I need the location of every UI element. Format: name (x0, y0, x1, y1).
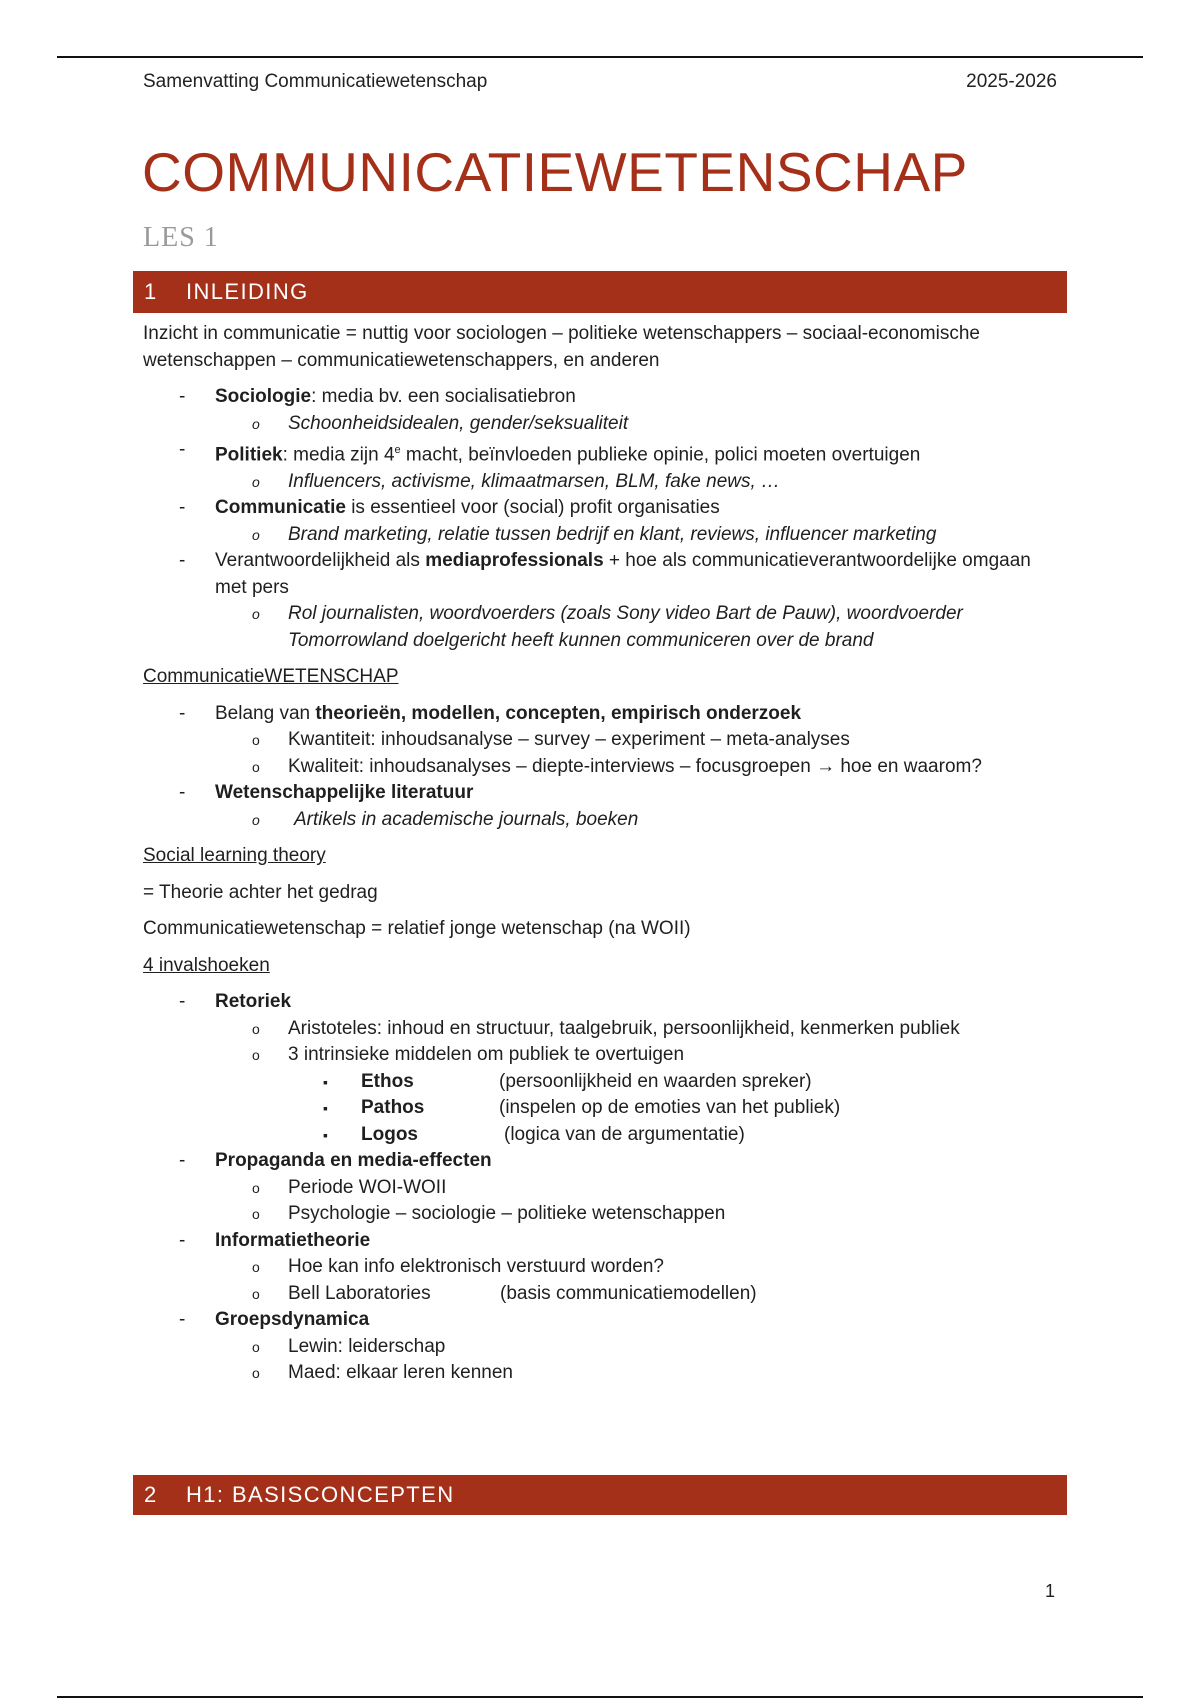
dash-marker: - (179, 1229, 186, 1251)
term: Ethos (361, 1070, 414, 1092)
circle-marker: o (252, 758, 260, 775)
footer-rule (57, 1696, 1143, 1698)
term: Propaganda en media-effecten (215, 1150, 492, 1172)
item-text: Kwaliteit: inhoudsanalyses – diepte-interviews – focusgroepen → hoe en waarom? (288, 755, 982, 777)
dash-marker: - (179, 1150, 186, 1172)
section-title: H1: BASISCONCEPTEN (186, 1482, 455, 1507)
section-heading-2 (133, 1475, 1067, 1515)
sub-list-item (143, 807, 1063, 834)
circle-marker: o (252, 415, 260, 432)
section-number: 2 (144, 1482, 158, 1507)
item-text: Hoe kan info elektronisch verstuurd worden? (288, 1256, 664, 1278)
sub-list-item (143, 469, 1063, 496)
document-subtitle: LES 1 (143, 222, 219, 253)
item-text: Lewin: leiderschap (288, 1335, 446, 1357)
list-item (143, 780, 1063, 807)
sub-list-item (143, 754, 1063, 781)
dash-marker: - (179, 782, 186, 804)
circle-marker: o (252, 1259, 260, 1276)
item-text: Kwantiteit: inhoudsanalyse – survey – experiment – meta-analyses (288, 729, 850, 751)
term: theorieën, modellen, concepten, empirisch onderzoek (315, 702, 802, 724)
dash-marker: - (179, 497, 186, 519)
item-text: Aristoteles: inhoud en structuur, taalgebruik, persoonlijkheid, kenmerken publiek (288, 1017, 960, 1039)
sub-list-item (143, 1281, 1063, 1308)
circle-marker: o (252, 1285, 260, 1302)
sub-list-item (143, 1175, 1063, 1202)
circle-marker: o (252, 473, 260, 490)
list-item (143, 495, 1063, 522)
item-text: Verantwoordelijkheid als (215, 550, 426, 572)
term: Politiek (215, 444, 283, 466)
circle-marker: o (252, 1365, 260, 1382)
sub-list-item (143, 601, 1063, 654)
circle-marker: o (252, 1206, 260, 1223)
subheading-invalshoeken: 4 invalshoeken (143, 954, 270, 976)
item-text: Periode WOI-WOII (288, 1176, 447, 1198)
term: mediaprofessionals (425, 550, 604, 572)
term: Sociologie (215, 386, 312, 407)
circle-marker: o (252, 606, 260, 623)
item-text: Rol journalisten, woordvoerders (zoals Sony video Bart de Pauw), woordvoerder Tomorrowland doelgericht heeft kunnen communiceren over de brand (288, 603, 963, 651)
sub-list-item (143, 522, 1063, 549)
circle-marker: o (252, 1179, 260, 1196)
item-text: Psychologie – sociologie – politieke wetenschappen (288, 1203, 726, 1225)
dash-marker: - (179, 991, 186, 1013)
paragraph: = Theorie achter het gedrag (143, 881, 378, 903)
header-right: 2025-2026 (966, 71, 1057, 92)
item-text: (persoonlijkheid en waarden spreker) (499, 1070, 812, 1092)
item-text: 3 intrinsieke middelen om publiek te overtuigen (288, 1044, 685, 1066)
item-text: Artikels in academische journals, boeken (294, 808, 639, 830)
circle-marker: o (252, 732, 260, 749)
sub-list-item (143, 1334, 1063, 1361)
term: Pathos (361, 1097, 425, 1119)
sub-list-item (143, 1360, 1063, 1387)
dash-marker: - (179, 1309, 186, 1331)
item-text: : media bv. een socialisatiebron (311, 386, 576, 407)
item-text: (logica van de argumentatie) (504, 1123, 745, 1145)
list-item (143, 1228, 1063, 1255)
circle-marker: o (252, 1047, 260, 1064)
sub-sub-list-item (143, 1122, 1063, 1149)
sub-list-item (143, 411, 1063, 438)
term: Logos (361, 1123, 418, 1145)
sub-list-item (143, 1254, 1063, 1281)
list-item (143, 384, 1063, 411)
item-text: Schoonheidsidealen, gender/seksualiteit (288, 412, 629, 434)
term: Communicatie (215, 497, 346, 519)
item-text: Maed: elkaar leren kennen (288, 1362, 513, 1384)
item-text: macht, beïnvloeden publieke opinie, polici moeten overtuigen (400, 444, 921, 466)
paragraph: Communicatiewetenschap = relatief jonge wetenschap (na WOII) (143, 918, 691, 940)
circle-marker: o (252, 1020, 260, 1037)
sub-list-item (143, 727, 1063, 754)
item-text: (basis communicatiemodellen) (500, 1282, 757, 1304)
sub-sub-list-item (143, 1095, 1063, 1122)
section-number: 1 (144, 279, 158, 304)
header-left: Samenvatting Communicatiewetenschap (143, 71, 488, 92)
item-text: Brand marketing, relatie tussen bedrijf en klant, reviews, influencer marketing (288, 523, 937, 545)
list-item (143, 989, 1063, 1016)
circle-marker: o (252, 1338, 260, 1355)
dash-marker: - (179, 386, 186, 407)
square-marker: ▪ (323, 1126, 328, 1143)
document-title: COMMUNICATIEWETENSCHAP (142, 141, 968, 203)
term: Groepsdynamica (215, 1309, 370, 1331)
term: Wetenschappelijke literatuur (215, 782, 474, 804)
sub-list-item (143, 1201, 1063, 1228)
circle-marker: o (252, 526, 260, 543)
item-text: Influencers, activisme, klimaatmarsen, BLM, fake news, … (288, 470, 781, 492)
item-text: : media zijn 4 (282, 444, 395, 466)
sub-list-item (143, 1042, 1063, 1069)
square-marker: ▪ (323, 1073, 328, 1090)
section-title: INLEIDING (186, 279, 309, 304)
list-item (143, 701, 1063, 728)
sub-sub-list-item (143, 1069, 1063, 1096)
superscript: e (394, 444, 401, 456)
header-rule (57, 56, 1143, 58)
item-text: Bell Laboratories (288, 1282, 431, 1304)
item-text: (inspelen op de emoties van het publiek) (499, 1097, 841, 1119)
circle-marker: o (252, 811, 260, 828)
item-text: Belang van (215, 702, 316, 724)
list-item (143, 1148, 1063, 1175)
main-content (143, 321, 1063, 1387)
item-text: + hoe als communicatieverantwoordelijke omgaan met pers (215, 550, 1031, 598)
page-number: 1 (1045, 1581, 1056, 1601)
term: Informatietheorie (215, 1229, 371, 1251)
dash-marker: - (179, 702, 186, 724)
item-text: is essentieel voor (social) profit organisaties (345, 497, 720, 519)
term: Retoriek (215, 991, 292, 1013)
dash-marker: - (179, 439, 186, 460)
section-heading-1 (133, 271, 1067, 313)
list-item (143, 548, 1063, 601)
list-item (143, 1307, 1063, 1334)
dash-marker: - (179, 550, 186, 572)
subheading-communicatiewetenschap: CommunicatieWETENSCHAP (143, 666, 399, 688)
list-item (143, 437, 1063, 469)
sub-list-item (143, 1016, 1063, 1043)
square-marker: ▪ (323, 1100, 328, 1117)
intro-paragraph: Inzicht in communicatie = nuttig voor sociologen – politieke wetenschappers – sociaal-economische wetenschappen – communicatiewetenschappers, en anderen (143, 323, 980, 371)
subheading-social-learning-theory: Social learning theory (143, 845, 326, 867)
